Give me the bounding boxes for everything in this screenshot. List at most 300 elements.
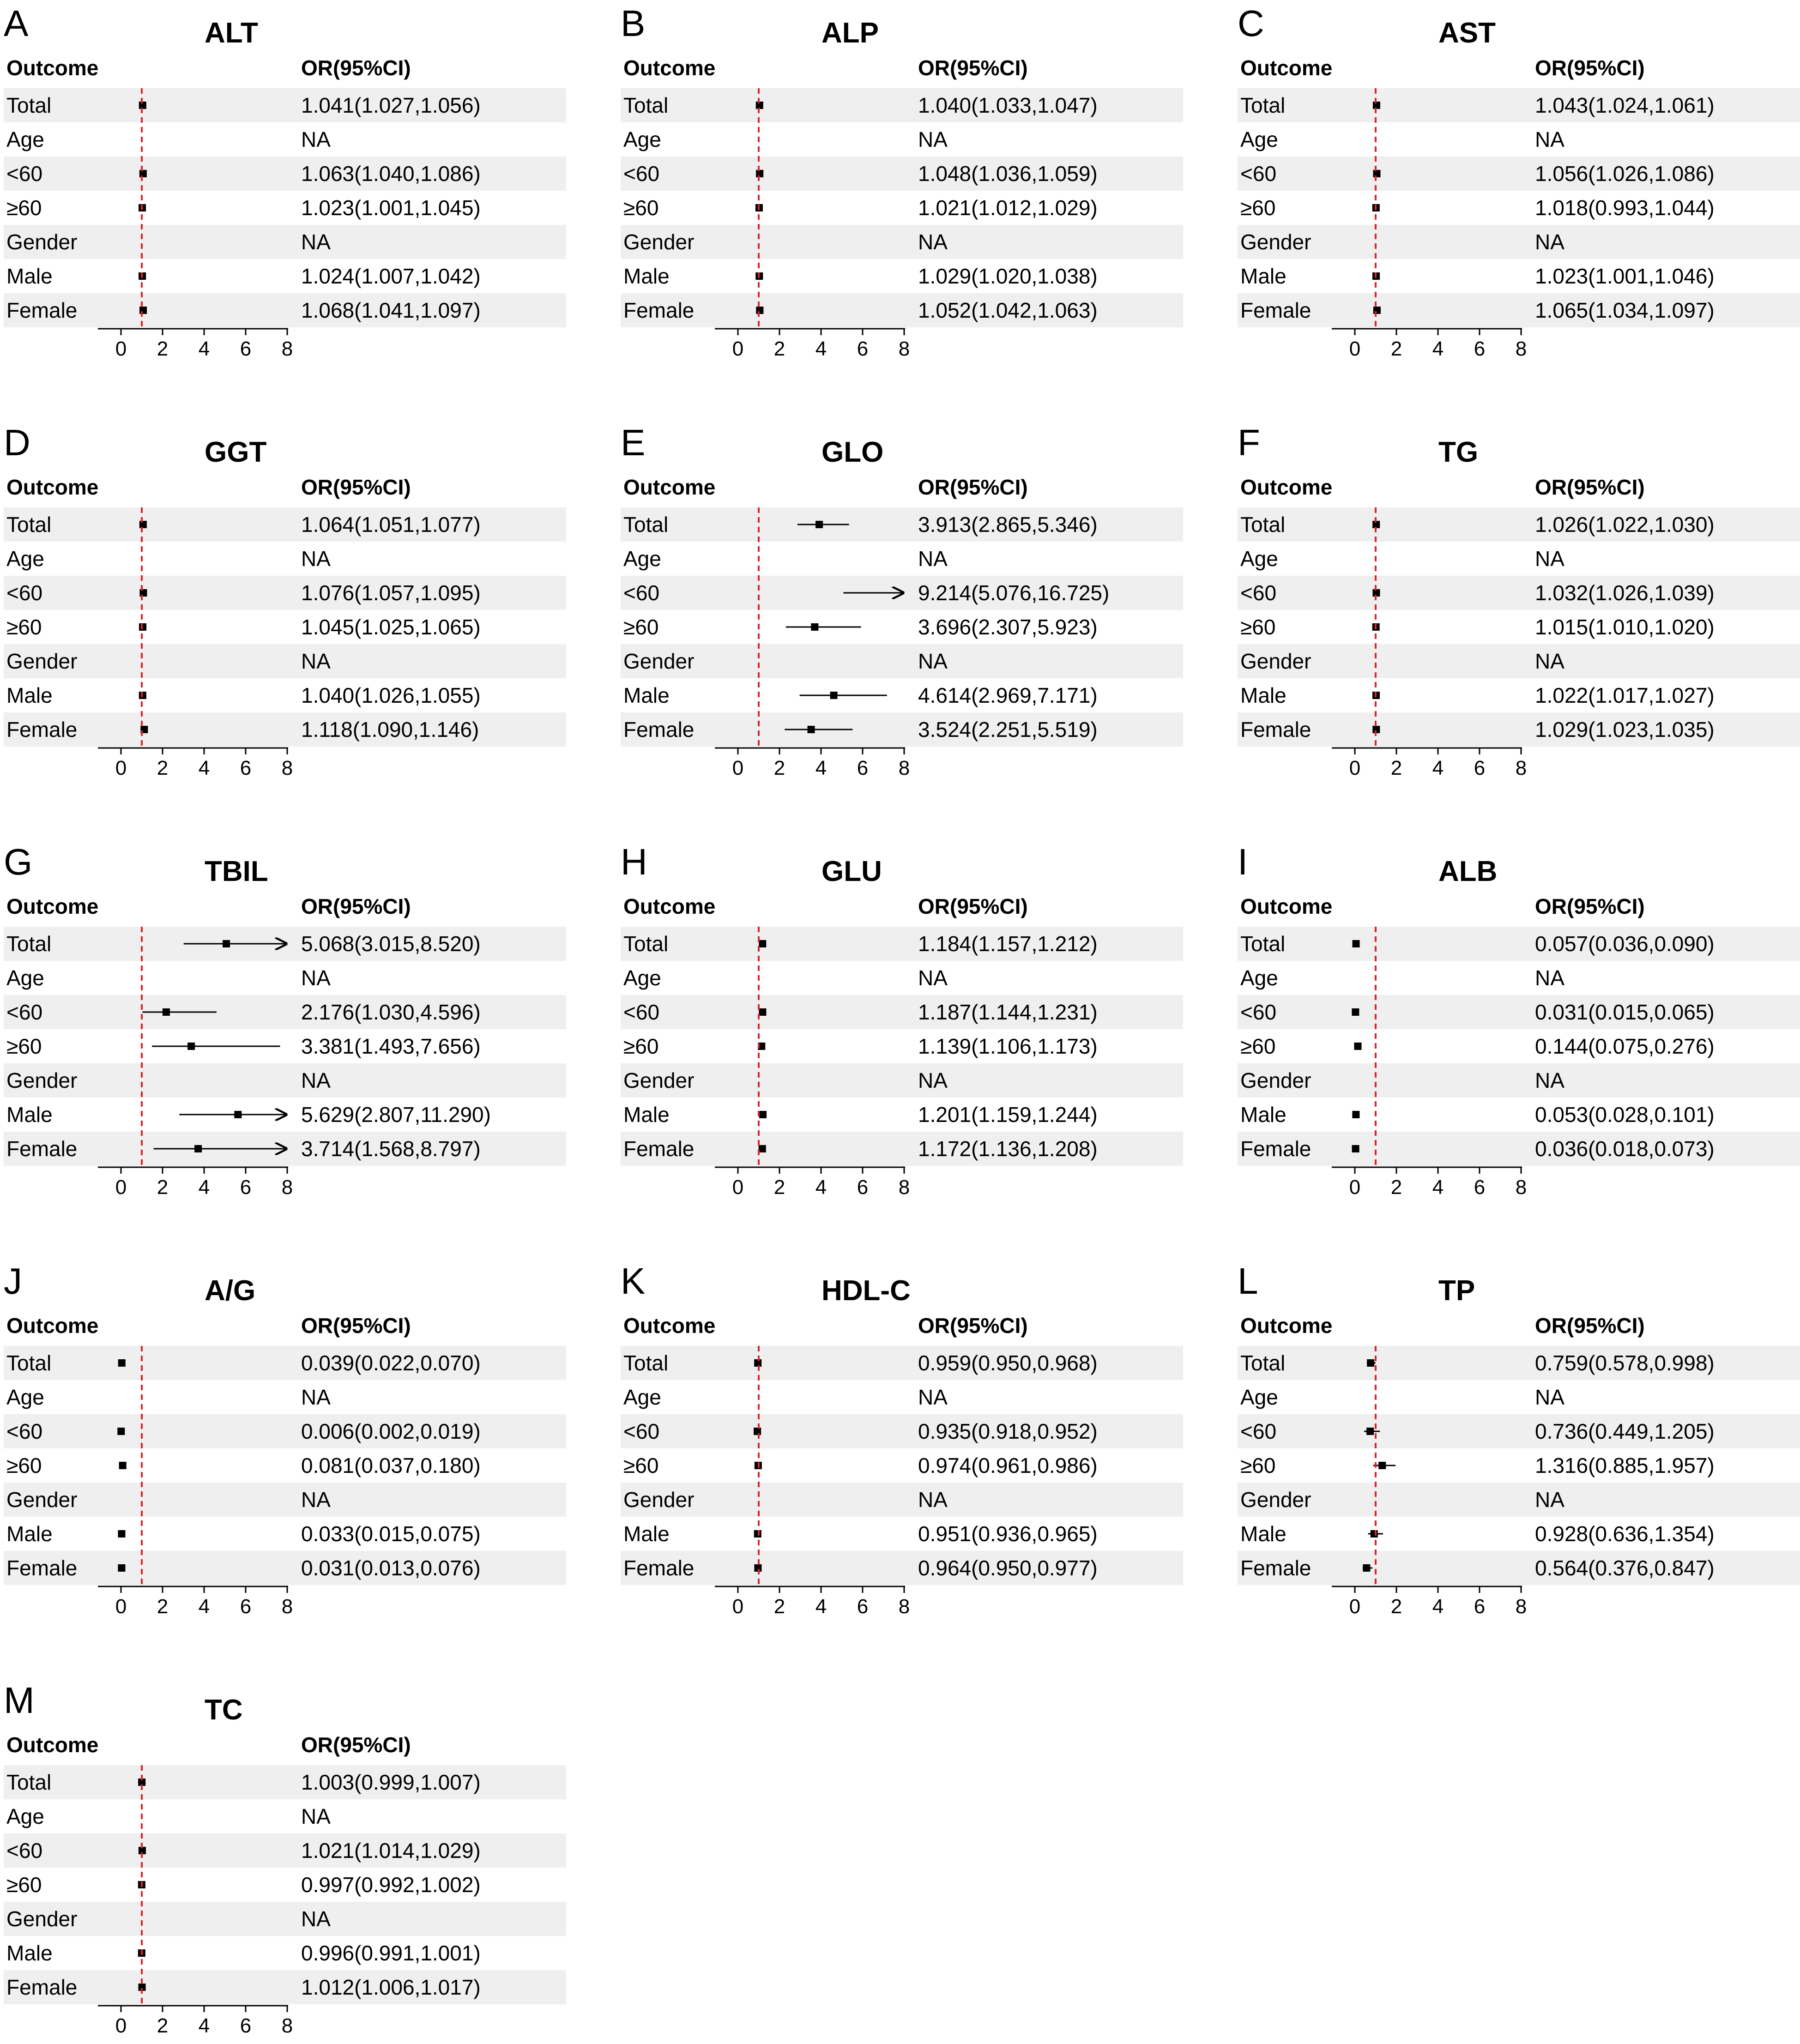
panel-title: TBIL: [205, 856, 268, 887]
or-point: [759, 940, 766, 947]
row-label: Total: [623, 932, 669, 956]
panel-title: AST: [1438, 17, 1496, 49]
row-label: Age: [623, 547, 661, 571]
or-value: 3.381(1.493,7.656): [301, 1034, 481, 1058]
x-tick-label: 4: [198, 2014, 210, 2037]
row-stripe: [4, 1414, 566, 1448]
panel-letter: H: [621, 841, 647, 882]
row-label: Gender: [623, 230, 695, 254]
or-value: 1.316(0.885,1.957): [1535, 1453, 1715, 1477]
or-value: NA: [301, 547, 331, 571]
outcome-header: Outcome: [623, 894, 716, 918]
x-tick-label: 6: [240, 1176, 252, 1199]
row-label: Female: [6, 1556, 78, 1580]
x-tick-label: 6: [240, 2014, 252, 2037]
or-value: 1.048(1.036,1.059): [918, 162, 1098, 186]
row-label: Male: [1240, 1103, 1287, 1127]
or-value: 1.063(1.040,1.086): [301, 162, 481, 186]
or-value: 3.696(2.307,5.923): [918, 615, 1098, 639]
or-value: NA: [918, 547, 948, 571]
row-label: Age: [1240, 966, 1278, 990]
forest-panel-hdl-c: [621, 1260, 1183, 1618]
x-tick-label: 6: [1474, 757, 1486, 779]
row-label: <60: [1240, 1000, 1277, 1024]
forest-panel-glo: [621, 422, 1183, 779]
or-value: NA: [1535, 649, 1564, 673]
x-tick-label: 8: [281, 757, 293, 779]
x-tick-label: 0: [115, 1176, 127, 1199]
row-label: Age: [6, 1804, 44, 1828]
row-label: ≥60: [623, 1453, 659, 1477]
row-label: Gender: [6, 649, 78, 673]
or-value: NA: [1535, 127, 1564, 151]
row-label: <60: [6, 1000, 43, 1024]
or-value: 1.026(1.022,1.030): [1535, 513, 1715, 537]
x-tick-label: 0: [732, 1595, 744, 1618]
x-tick-label: 8: [1515, 1595, 1527, 1618]
or-value: 1.023(1.001,1.046): [1535, 264, 1715, 288]
forest-panel-ast: [1238, 3, 1800, 360]
row-stripe: [4, 507, 566, 542]
or-value: NA: [918, 1068, 948, 1092]
or-point: [1373, 307, 1381, 314]
x-tick-label: 0: [1349, 1595, 1361, 1618]
or-header: OR(95%CI): [918, 56, 1028, 80]
row-label: Gender: [623, 1488, 695, 1512]
row-stripe: [4, 995, 566, 1029]
or-header: OR(95%CI): [301, 1733, 411, 1757]
row-label: <60: [6, 581, 43, 605]
panel-letter: J: [4, 1260, 22, 1302]
outcome-header: Outcome: [1240, 894, 1333, 918]
row-label: Male: [623, 264, 670, 288]
or-value: NA: [1535, 230, 1564, 254]
row-label: Gender: [6, 1907, 78, 1931]
row-label: Male: [623, 1103, 670, 1127]
or-value: 0.144(0.075,0.276): [1535, 1034, 1715, 1058]
or-point: [811, 623, 818, 631]
row-label: Female: [6, 718, 78, 742]
or-value: NA: [1535, 966, 1564, 990]
row-stripe: [621, 293, 1183, 327]
row-stripe: [1238, 927, 1800, 961]
or-value: 0.736(0.449,1.205): [1535, 1419, 1715, 1443]
or-point: [1363, 1564, 1370, 1572]
or-header: OR(95%CI): [918, 894, 1028, 918]
x-tick-label: 2: [157, 1595, 169, 1618]
row-label: Total: [623, 1351, 669, 1375]
x-tick-label: 4: [198, 757, 210, 779]
x-tick-label: 2: [773, 338, 785, 360]
or-value: NA: [1535, 1068, 1564, 1092]
or-value: 0.036(0.018,0.073): [1535, 1137, 1715, 1161]
x-tick-label: 2: [157, 2014, 169, 2037]
or-value: NA: [1535, 547, 1564, 571]
row-label: Gender: [1240, 649, 1311, 673]
or-value: 0.031(0.015,0.065): [1535, 1000, 1715, 1024]
or-value: 9.214(5.076,16.725): [918, 581, 1110, 605]
forest-panel-a-g: [4, 1260, 566, 1618]
or-point: [1354, 1043, 1361, 1050]
row-stripe: [4, 1483, 566, 1517]
row-stripe: [621, 157, 1183, 191]
or-value: 1.029(1.020,1.038): [918, 264, 1098, 288]
x-tick-label: 8: [281, 1176, 293, 1199]
x-tick-label: 0: [732, 757, 744, 779]
or-value: NA: [301, 127, 331, 151]
or-value: 1.065(1.034,1.097): [1535, 298, 1715, 322]
row-stripe: [621, 927, 1183, 961]
or-value: 1.012(1.006,1.017): [301, 1975, 481, 1999]
or-header: OR(95%CI): [918, 475, 1028, 499]
or-point: [756, 170, 763, 177]
outcome-header: Outcome: [623, 56, 716, 80]
or-value: 0.964(0.950,0.977): [918, 1556, 1098, 1580]
panel-letter: F: [1238, 422, 1260, 463]
or-value: NA: [918, 966, 948, 990]
or-point: [118, 1359, 126, 1367]
x-tick-label: 4: [815, 1176, 827, 1199]
row-stripe: [1238, 88, 1800, 122]
row-label: <60: [1240, 162, 1277, 186]
outcome-header: Outcome: [6, 1733, 99, 1757]
row-stripe: [621, 712, 1183, 747]
row-label: Total: [6, 93, 52, 117]
panel-letter: I: [1238, 841, 1248, 882]
row-label: Female: [623, 718, 695, 742]
or-value: 0.033(0.015,0.075): [301, 1522, 481, 1546]
forest-panel-alb: [1238, 841, 1800, 1199]
or-value: 1.172(1.136,1.208): [918, 1137, 1098, 1161]
or-point: [1352, 1145, 1359, 1152]
x-tick-label: 6: [240, 338, 252, 360]
outcome-header: Outcome: [6, 1314, 99, 1338]
panel-letter: G: [4, 841, 33, 882]
row-stripe: [4, 293, 566, 327]
x-tick-label: 4: [198, 1595, 210, 1618]
panel-letter: B: [621, 3, 646, 44]
row-label: Female: [1240, 1137, 1311, 1161]
row-label: Male: [623, 1522, 670, 1546]
forest-panel-tc: [4, 1680, 566, 2037]
row-label: ≥60: [6, 196, 42, 220]
or-value: NA: [1535, 1385, 1564, 1409]
x-tick-label: 4: [815, 338, 827, 360]
row-label: Age: [1240, 1385, 1278, 1409]
or-value: 1.015(1.010,1.020): [1535, 615, 1715, 639]
or-value: 0.759(0.578,0.998): [1535, 1351, 1715, 1375]
row-label: ≥60: [6, 1034, 42, 1058]
or-point: [118, 1530, 125, 1538]
or-point: [117, 1428, 125, 1435]
row-label: Female: [623, 1556, 695, 1580]
or-value: 0.935(0.918,0.952): [918, 1419, 1098, 1443]
panel-title: ALP: [821, 17, 879, 49]
row-label: Male: [6, 1103, 53, 1127]
row-stripe: [1238, 157, 1800, 191]
row-label: Total: [623, 93, 669, 117]
or-value: 1.187(1.144,1.231): [918, 1000, 1098, 1024]
x-tick-label: 2: [773, 1595, 785, 1618]
or-header: OR(95%CI): [918, 1314, 1028, 1338]
or-point: [118, 1564, 125, 1572]
or-value: NA: [301, 966, 331, 990]
or-value: 0.996(0.991,1.001): [301, 1941, 481, 1965]
or-point: [808, 726, 815, 733]
row-label: Age: [1240, 127, 1278, 151]
or-point: [139, 170, 147, 177]
x-tick-label: 0: [1349, 338, 1361, 360]
row-label: Total: [6, 1351, 52, 1375]
row-label: ≥60: [1240, 1034, 1276, 1058]
row-label: <60: [623, 1000, 660, 1024]
row-label: Male: [1240, 1522, 1287, 1546]
panel-letter: L: [1238, 1260, 1258, 1302]
or-value: 1.029(1.023,1.035): [1535, 718, 1715, 742]
or-point: [830, 692, 838, 699]
row-stripe: [621, 995, 1183, 1029]
or-value: 0.053(0.028,0.101): [1535, 1103, 1715, 1127]
row-label: ≥60: [1240, 615, 1276, 639]
x-tick-label: 2: [1390, 757, 1402, 779]
row-stripe: [4, 1551, 566, 1585]
panel-title: TP: [1438, 1275, 1475, 1307]
or-value: NA: [1535, 1488, 1564, 1512]
panel-letter: K: [621, 1260, 646, 1302]
or-value: 0.081(0.037,0.180): [301, 1453, 481, 1477]
or-header: OR(95%CI): [301, 56, 411, 80]
row-label: Female: [1240, 298, 1311, 322]
forest-panel-alt: [4, 3, 566, 360]
row-label: Age: [6, 1385, 44, 1409]
forest-panel-tg: [1238, 422, 1800, 779]
row-label: Total: [6, 513, 52, 537]
row-label: ≥60: [6, 1873, 42, 1897]
x-tick-label: 8: [898, 338, 910, 360]
or-value: 1.024(1.007,1.042): [301, 264, 481, 288]
row-label: Female: [6, 1137, 78, 1161]
row-stripe: [4, 1970, 566, 2004]
outcome-header: Outcome: [6, 475, 99, 499]
x-tick-label: 2: [157, 338, 169, 360]
row-label: Male: [1240, 683, 1287, 707]
x-tick-label: 8: [898, 1176, 910, 1199]
x-tick-label: 8: [281, 2014, 293, 2037]
panel-title: TC: [205, 1694, 243, 1726]
or-point: [234, 1111, 242, 1118]
or-value: 1.045(1.025,1.065): [301, 615, 481, 639]
row-label: Gender: [6, 1488, 78, 1512]
or-value: 0.974(0.961,0.986): [918, 1453, 1098, 1477]
or-value: 1.022(1.017,1.027): [1535, 683, 1715, 707]
row-label: Age: [6, 966, 44, 990]
or-value: 1.003(0.999,1.007): [301, 1770, 481, 1794]
row-label: <60: [623, 1419, 660, 1443]
row-stripe: [621, 1414, 1183, 1448]
x-tick-label: 0: [732, 1176, 744, 1199]
or-point: [756, 307, 763, 314]
or-value: 0.928(0.636,1.354): [1535, 1522, 1715, 1546]
panel-title: TG: [1438, 436, 1479, 468]
row-stripe: [4, 712, 566, 747]
row-label: ≥60: [623, 615, 659, 639]
row-stripe: [1238, 507, 1800, 542]
or-value: NA: [301, 1804, 331, 1828]
row-label: <60: [1240, 1419, 1277, 1443]
or-header: OR(95%CI): [1535, 1314, 1645, 1338]
or-point: [139, 623, 146, 631]
row-label: <60: [1240, 581, 1277, 605]
row-label: Total: [623, 513, 669, 537]
row-stripe: [1238, 1414, 1800, 1448]
row-stripe: [621, 1551, 1183, 1585]
outcome-header: Outcome: [1240, 56, 1333, 80]
or-value: 0.951(0.936,0.965): [918, 1522, 1098, 1546]
or-point: [759, 1008, 766, 1016]
row-stripe: [621, 1483, 1183, 1517]
or-value: 1.201(1.159,1.244): [918, 1103, 1098, 1127]
or-value: NA: [918, 1385, 948, 1409]
or-value: 1.021(1.014,1.029): [301, 1839, 481, 1863]
outcome-header: Outcome: [6, 894, 99, 918]
row-label: Total: [1240, 513, 1286, 537]
row-label: <60: [623, 162, 660, 186]
x-tick-label: 2: [157, 1176, 169, 1199]
or-point: [1378, 1462, 1386, 1469]
row-label: ≥60: [6, 615, 42, 639]
row-label: Gender: [6, 230, 78, 254]
or-header: OR(95%CI): [1535, 894, 1645, 918]
x-tick-label: 0: [1349, 1176, 1361, 1199]
row-label: Male: [1240, 264, 1287, 288]
or-value: 1.076(1.057,1.095): [301, 581, 481, 605]
row-stripe: [621, 644, 1183, 678]
or-point: [223, 940, 230, 947]
or-point: [119, 1462, 127, 1469]
or-value: 1.184(1.157,1.212): [918, 932, 1098, 956]
or-value: 1.032(1.026,1.039): [1535, 581, 1715, 605]
or-point: [187, 1043, 195, 1050]
panel-letter: D: [4, 422, 30, 463]
x-tick-label: 4: [815, 757, 827, 779]
or-value: NA: [301, 1068, 331, 1092]
row-stripe: [4, 1833, 566, 1868]
outcome-header: Outcome: [6, 56, 99, 80]
x-tick-label: 4: [198, 338, 210, 360]
row-label: Male: [6, 264, 53, 288]
or-header: OR(95%CI): [301, 475, 411, 499]
or-point: [1373, 170, 1381, 177]
or-point: [1352, 1008, 1359, 1016]
x-tick-label: 2: [1390, 1176, 1402, 1199]
row-label: Total: [1240, 93, 1286, 117]
or-point: [139, 307, 147, 314]
or-value: 1.064(1.051,1.077): [301, 513, 481, 537]
or-point: [139, 521, 147, 528]
row-stripe: [1238, 576, 1800, 610]
row-stripe: [4, 1902, 566, 1936]
row-stripe: [4, 1063, 566, 1097]
x-tick-label: 8: [1515, 757, 1527, 779]
or-value: 0.039(0.022,0.070): [301, 1351, 481, 1375]
row-stripe: [621, 507, 1183, 542]
row-label: Age: [6, 547, 44, 571]
row-stripe: [4, 644, 566, 678]
row-stripe: [1238, 712, 1800, 747]
or-point: [1367, 1359, 1374, 1367]
or-value: NA: [918, 649, 948, 673]
panel-title: ALB: [1438, 856, 1498, 887]
row-label: Gender: [1240, 1068, 1311, 1092]
or-value: NA: [918, 1488, 948, 1512]
outcome-header: Outcome: [1240, 1314, 1333, 1338]
x-tick-label: 0: [732, 338, 744, 360]
x-tick-label: 8: [1515, 1176, 1527, 1199]
row-stripe: [621, 88, 1183, 122]
or-point: [1366, 1428, 1374, 1435]
row-label: ≥60: [1240, 1453, 1276, 1477]
x-tick-label: 2: [1390, 338, 1402, 360]
or-value: 1.043(1.024,1.061): [1535, 93, 1715, 117]
row-label: <60: [6, 1419, 43, 1443]
x-tick-label: 6: [857, 757, 869, 779]
row-stripe: [1238, 225, 1800, 259]
row-stripe: [4, 157, 566, 191]
or-header: OR(95%CI): [1535, 56, 1645, 80]
or-point: [1352, 1111, 1359, 1118]
panel-letter: C: [1238, 3, 1264, 44]
or-point: [759, 1145, 766, 1152]
row-label: <60: [6, 162, 43, 186]
panel-title: HDL-C: [821, 1275, 911, 1307]
row-stripe: [621, 1346, 1183, 1380]
row-label: Age: [1240, 547, 1278, 571]
or-header: OR(95%CI): [1535, 475, 1645, 499]
row-stripe: [1238, 644, 1800, 678]
row-stripe: [621, 1063, 1183, 1097]
panel-title: GGT: [205, 436, 267, 468]
x-tick-label: 0: [115, 2014, 127, 2037]
row-stripe: [4, 225, 566, 259]
row-label: Female: [1240, 1556, 1311, 1580]
or-header: OR(95%CI): [301, 894, 411, 918]
panel-letter: M: [4, 1680, 35, 1721]
row-label: ≥60: [1240, 196, 1276, 220]
x-tick-label: 8: [1515, 338, 1527, 360]
x-tick-label: 6: [857, 338, 869, 360]
x-tick-label: 6: [857, 1595, 869, 1618]
row-label: Male: [6, 683, 53, 707]
or-value: 3.913(2.865,5.346): [918, 513, 1098, 537]
row-stripe: [1238, 995, 1800, 1029]
or-value: NA: [918, 127, 948, 151]
row-label: ≥60: [623, 196, 659, 220]
forest-panel-tbil: [4, 841, 566, 1199]
or-value: 1.040(1.026,1.055): [301, 683, 481, 707]
row-label: <60: [6, 1839, 43, 1863]
row-label: Age: [623, 966, 661, 990]
panel-title: ALT: [205, 17, 258, 49]
row-label: Male: [6, 1941, 53, 1965]
row-label: <60: [623, 581, 660, 605]
row-stripe: [1238, 1132, 1800, 1166]
panel-letter: A: [4, 3, 29, 44]
x-tick-label: 4: [1432, 1595, 1444, 1618]
row-label: Gender: [623, 649, 695, 673]
row-label: Male: [6, 1522, 53, 1546]
row-label: Total: [1240, 1351, 1286, 1375]
x-tick-label: 6: [1474, 1176, 1486, 1199]
